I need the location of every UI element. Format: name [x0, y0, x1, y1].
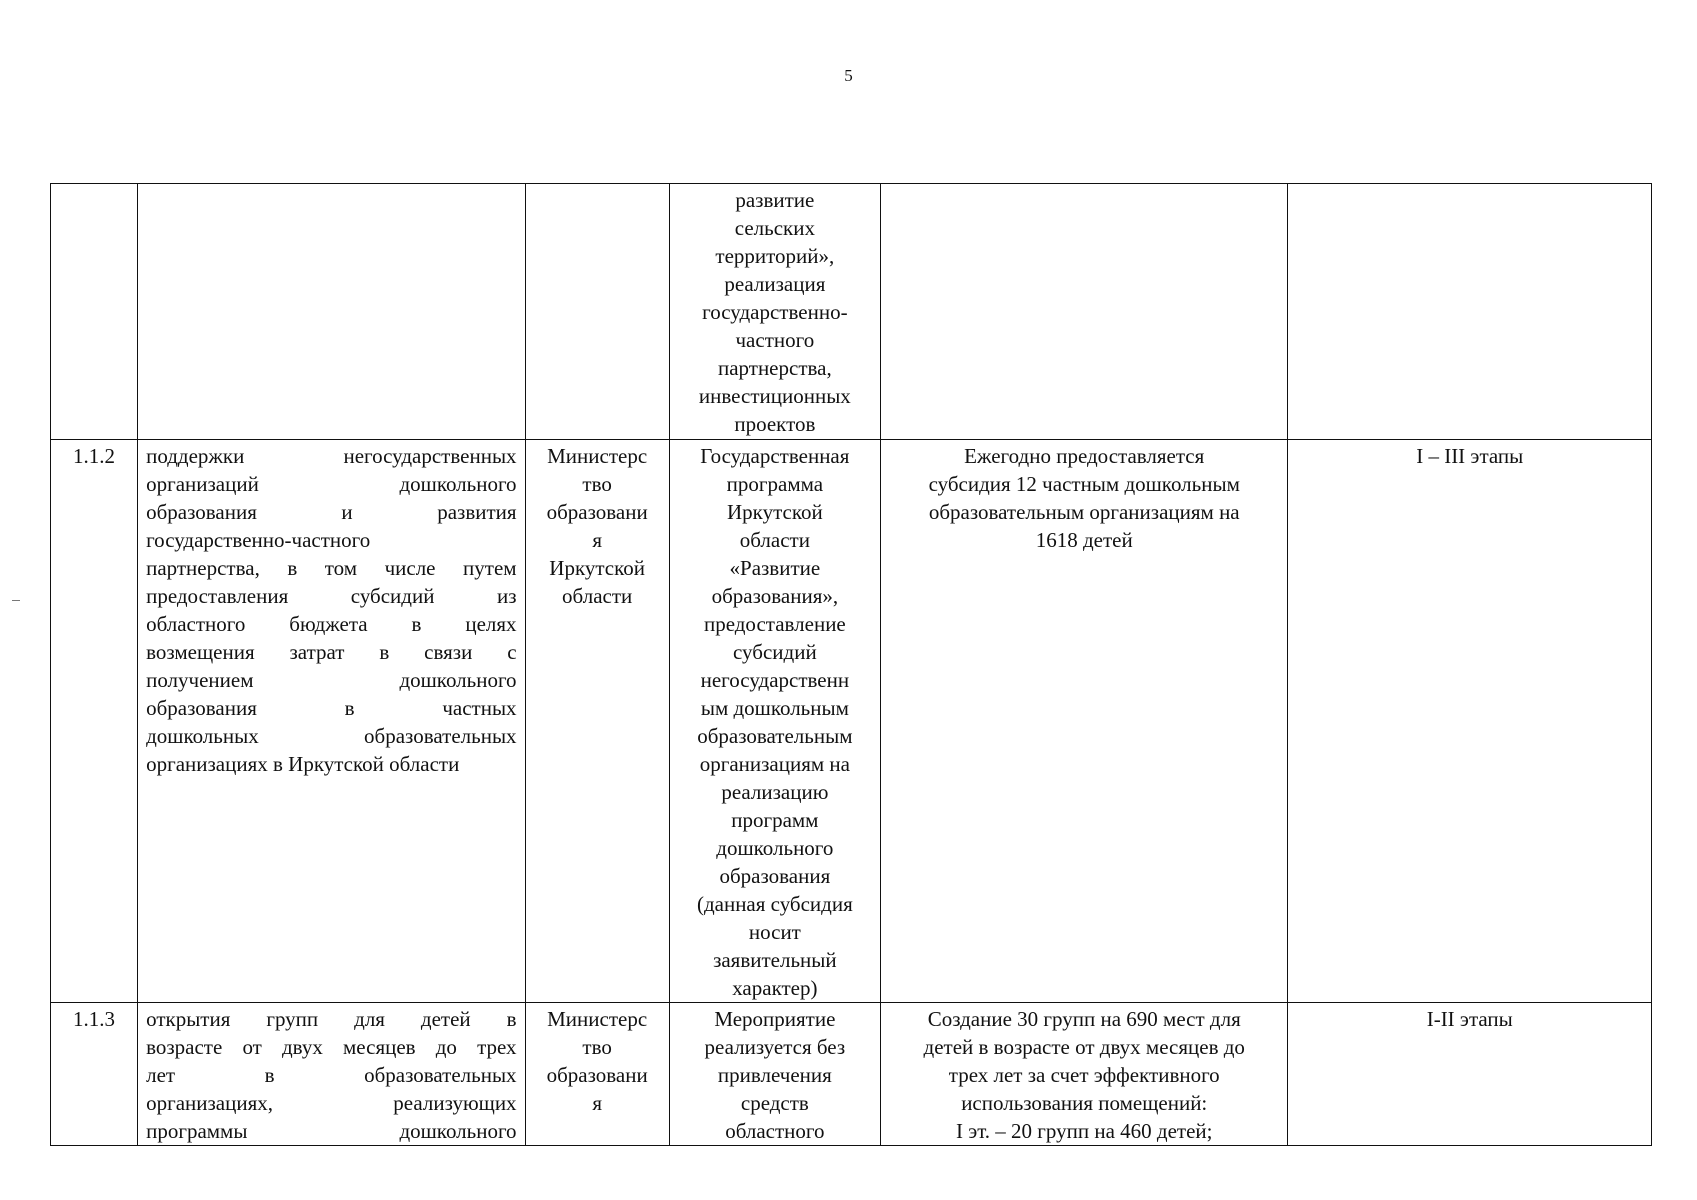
text-line: Министерс: [547, 444, 648, 468]
text-line: организациях в Иркутской области: [146, 752, 460, 776]
text-line: субсидий: [733, 640, 817, 664]
cell-description: [138, 440, 525, 1003]
text-line: образования»,: [711, 584, 839, 608]
text-line: Ежегодно предоставляется: [964, 444, 1205, 468]
margin-mark: [12, 600, 20, 601]
text-line: предоставления субсидий из: [146, 584, 517, 608]
cell-source: [669, 184, 880, 440]
text-line: тво: [582, 1035, 612, 1059]
text-line: программы дошкольного: [146, 1119, 517, 1143]
text-line: сельских: [734, 216, 815, 240]
text-line: образовани: [546, 1063, 648, 1087]
text-line: Министерс: [547, 1007, 648, 1031]
text-line: организациям на: [699, 752, 850, 776]
text-line: носит: [748, 920, 801, 944]
text-line: программа: [726, 472, 824, 496]
text-line: области: [562, 584, 633, 608]
text-line: областного: [725, 1119, 825, 1143]
text-line: ым дошкольным: [700, 696, 849, 720]
text-line: Государственная: [700, 444, 850, 468]
text-line: средств: [740, 1091, 809, 1115]
cell-responsible: [525, 1003, 669, 1146]
text-line: образования в частных: [146, 696, 517, 720]
text-line: партнерства, в том числе путем: [146, 556, 517, 580]
text-line: поддержки негосударственных: [146, 444, 517, 468]
cell-description: [138, 184, 525, 440]
text-line: лет в образовательных: [146, 1063, 517, 1087]
text-line: тво: [582, 472, 612, 496]
text-line: я: [592, 528, 602, 552]
text-line: предоставление: [703, 612, 846, 636]
text-line: получением дошкольного: [146, 668, 517, 692]
text-line: организаций дошкольного: [146, 472, 517, 496]
cell-result: [880, 1003, 1288, 1146]
text-line: дошкольных образовательных: [146, 724, 517, 748]
page-number: 5: [844, 66, 853, 85]
text-line: привлечения: [717, 1063, 832, 1087]
text-line: использования помещений:: [961, 1091, 1208, 1115]
text-line: государственно-частного: [146, 528, 371, 552]
cell-responsible: [525, 184, 669, 440]
cell-source: [669, 440, 880, 1003]
cell-responsible: [525, 440, 669, 1003]
text-line: негосударственн: [700, 668, 850, 692]
text-line: реализацию: [721, 780, 829, 804]
cell-source: [669, 1003, 880, 1146]
cell-description: [138, 1003, 525, 1146]
measures-table: [50, 183, 1652, 1146]
cell-stage: I-II этапы: [1288, 1003, 1652, 1146]
text-line: Мероприятие: [714, 1007, 836, 1031]
cell-num: 1.1.3: [51, 1003, 138, 1146]
text-line: 1618 детей: [1035, 528, 1133, 552]
text-line: я: [592, 1091, 602, 1115]
text-line: Иркутской: [727, 500, 823, 524]
text-line: образования: [719, 864, 831, 888]
text-line: образования и развития: [146, 500, 517, 524]
text-line: Создание 30 групп на 690 мест для: [927, 1007, 1241, 1031]
text-line: Иркутской: [549, 556, 645, 580]
text-line: организациях, реализующих: [146, 1091, 517, 1115]
text-line: заявительный: [713, 948, 837, 972]
cell-stage: [1288, 184, 1652, 440]
text-line: образовани: [546, 500, 648, 524]
text-line: программ: [731, 808, 819, 832]
text-line: «Развитие: [729, 556, 821, 580]
text-line: трех лет за счет эффективного: [948, 1063, 1220, 1087]
cell-num: [51, 184, 138, 440]
table-row: [51, 440, 1652, 1003]
text-line: субсидия 12 частным дошкольным: [928, 472, 1240, 496]
text-line: I эт. – 20 групп на 460 детей;: [955, 1119, 1213, 1143]
cell-result: [880, 440, 1288, 1003]
text-line: дошкольного: [716, 836, 834, 860]
text-line: реализуется без: [704, 1035, 846, 1059]
text-line: возрасте от двух месяцев до трех: [146, 1035, 517, 1059]
text-line: партнерства,: [717, 356, 832, 380]
text-line: развитие: [735, 188, 815, 212]
cell-result: [880, 184, 1288, 440]
text-line: открытия групп для детей в: [146, 1007, 517, 1031]
text-line: образовательным: [697, 724, 853, 748]
text-line: области: [739, 528, 810, 552]
table-row: [51, 1003, 1652, 1146]
text-line: реализация: [724, 272, 826, 296]
text-line: инвестиционных: [698, 384, 851, 408]
text-line: детей в возрасте от двух месяцев до: [923, 1035, 1245, 1059]
text-line: (данная субсидия: [696, 892, 853, 916]
table-row-continuation: [51, 184, 1652, 440]
text-line: образовательным организациям на: [928, 500, 1240, 524]
text-line: характер): [732, 976, 818, 1000]
text-line: территорий»,: [715, 244, 835, 268]
text-line: государственно-: [702, 300, 848, 324]
text-line: частного: [735, 328, 815, 352]
text-line: возмещения затрат в связи с: [146, 640, 517, 664]
text-line: областного бюджета в целях: [146, 612, 517, 636]
cell-num: 1.1.2: [51, 440, 138, 1003]
text-line: проектов: [734, 412, 816, 436]
cell-stage: I – III этапы: [1288, 440, 1652, 1003]
